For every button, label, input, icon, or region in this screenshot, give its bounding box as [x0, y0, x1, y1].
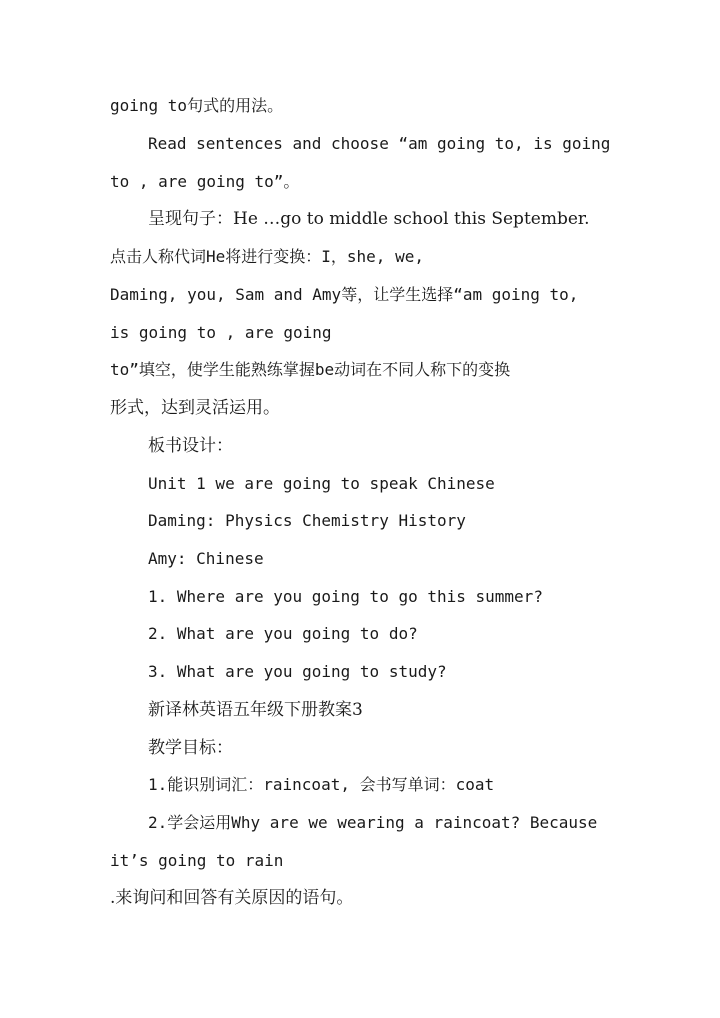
text-line: 点击人称代词He将进行变换：I，she, we, — [110, 247, 424, 266]
text-line: to”填空，使学生能熟练掌握be动词在不同人称下的变换 — [110, 360, 511, 379]
text-line: it’s going to rain — [110, 851, 284, 870]
list-item: 1. Where are you going to go this summer? — [148, 587, 543, 606]
text-line: 呈现句子：He …go to middle school this September. — [148, 209, 590, 229]
text-line: Read sentences and choose “am going to, is going — [148, 134, 611, 153]
text-line: Amy: Chinese — [148, 549, 264, 568]
section-heading: 板书设计： — [148, 436, 233, 456]
list-item: 1.能识别词汇：raincoat, 会书写单词：coat — [148, 775, 495, 794]
text-line: .来询问和回答有关原因的语句。 — [110, 888, 354, 908]
list-item: 3. What are you going to study? — [148, 662, 447, 681]
section-heading: 教学目标： — [148, 738, 233, 758]
text-line: Daming: Physics Chemistry History — [148, 511, 466, 530]
list-item: 2.学会运用Why are we wearing a raincoat? Because — [148, 813, 598, 832]
text-line: going to句式的用法。 — [110, 96, 284, 115]
text-line: 形式，达到灵活运用。 — [110, 398, 280, 418]
text-line: is going to , are going — [110, 323, 332, 342]
text-line: to , are going to”。 — [110, 172, 300, 191]
text-line: Unit 1 we are going to speak Chinese — [148, 474, 495, 493]
list-item: 2. What are you going to do? — [148, 624, 418, 643]
text-line: Daming, you, Sam and Amy等，让学生选择“am going to, — [110, 285, 579, 304]
section-heading: 新译林英语五年级下册教案3 — [148, 700, 363, 720]
